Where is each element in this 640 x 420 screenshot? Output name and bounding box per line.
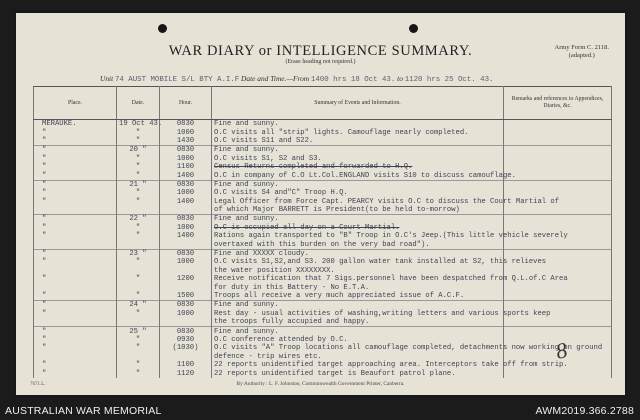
date-cell: 21 " [117,180,160,189]
place-cell: " [34,224,117,232]
place-cell: " [34,275,117,283]
summary-cell: Fine and sunny. [212,180,504,189]
table-row [34,292,612,301]
place-cell: " [34,163,117,171]
unit-value: 74 AUST MOBILE S/L BTY A.I.F [115,76,240,84]
table-row [34,240,612,249]
table-row [34,232,612,240]
remarks-cell [504,267,612,275]
date-cell [117,267,160,275]
summary-cell: Fine and sunny. [212,327,504,336]
remarks-cell [504,206,612,215]
from-value: 1400 hrs 18 Oct 43. [311,76,396,84]
table-row [34,369,612,377]
hour-cell: (1030) [160,344,212,352]
hour-cell [160,353,212,361]
hour-cell: 0830 [160,249,212,258]
place-cell: " [34,258,117,266]
diary-table [33,86,612,378]
place-cell: " [34,292,117,301]
form-code: 7671.L. [30,382,46,387]
place-cell [34,206,117,215]
remarks-cell [504,301,612,310]
hour-cell: 1000 [160,224,212,232]
hour-cell: 0830 [160,146,212,155]
date-cell: " [117,232,160,240]
punch-hole [409,24,418,33]
summary-cell: O.C visits all "strip" lights. Camouflage nearly completed. [212,128,504,136]
place-cell: " [34,189,117,197]
hour-cell: 1000 [160,128,212,136]
hour-cell [160,206,212,215]
summary-cell: 22 reports unidentified target is Beaufort patrol plane. [212,369,504,377]
hour-cell: 1000 [160,189,212,197]
summary-cell: Fine and sunny. [212,120,504,129]
archive-caption: AUSTRALIAN WAR MEMORIAL [5,405,162,417]
date-time-label: Date and Time.—From [241,74,310,83]
summary-cell: Fine and XXXXX cloudy. [212,249,504,258]
remarks-cell [504,240,612,249]
date-cell: " [117,310,160,318]
table-row [34,215,612,224]
place-cell: " [34,215,117,224]
date-cell: " [117,275,160,283]
place-cell [34,353,117,361]
table-row [34,206,612,215]
printer-authority: By Authority : L. F. Johnston, Commonwealth Government Printer, Canberra. [236,381,405,387]
remarks-cell [504,120,612,129]
unit-line [100,74,493,84]
place-cell: " [34,249,117,258]
place-cell: " [34,180,117,189]
place-cell: " [34,369,117,377]
date-cell: 20 " [117,146,160,155]
summary-cell: Census Returns completed and forwarded to H.Q. [212,163,504,171]
summary-cell: the water position XXXXXXXX. [212,267,504,275]
hour-cell: 1000 [160,310,212,318]
date-cell: " [117,198,160,206]
form-note: (adapted.) [568,52,595,59]
summary-cell: the troops fully accupied and happy. [212,318,504,327]
unit-label: Unit [100,74,114,83]
place-cell: " [34,327,117,336]
diary-sheet [16,13,625,395]
summary-cell: overtaxed with this burden on the very bad road"). [212,240,504,249]
date-cell: " [117,224,160,232]
date-cell [117,353,160,361]
summary-cell: Fine and sunny. [212,215,504,224]
summary-cell: Rations again transported to "B" Troop in O.C's Jeep.(This little vehicle severely [212,232,504,240]
date-cell: 19 Oct 43. [117,120,160,129]
remarks-cell [504,189,612,197]
hour-cell: 1400 [160,232,212,240]
place-cell: " [34,155,117,163]
hour-cell: 1000 [160,155,212,163]
place-cell: " [34,301,117,310]
form-number: Army Form C. 2118. [554,44,609,51]
summary-cell: Fine and sunny. [212,301,504,310]
hour-cell [160,240,212,249]
place-cell: " [34,232,117,240]
handwritten-signature: 8 [553,337,570,364]
remarks-cell [504,146,612,155]
date-cell: " [117,369,160,377]
hour-cell [160,318,212,327]
table-row [34,267,612,275]
table-row [34,275,612,283]
form-reference [555,44,609,60]
date-cell: 22 " [117,215,160,224]
date-cell: " [117,163,160,171]
remarks-cell [504,224,612,232]
date-cell: 25 " [117,327,160,336]
remarks-cell [504,171,612,180]
summary-cell: 22 reports unidentified target approaching area. Interceptors take off from strip. [212,361,504,369]
archive-reference: AWM2019.366.2788 [535,405,634,417]
table-row [34,318,612,327]
hour-column-header: Hour. [160,87,212,120]
place-cell [34,283,117,291]
summary-cell: Receive notification that 7 Sigs.personnel have been despatched from Q.L.of.C Area [212,275,504,283]
remarks-cell [504,137,612,146]
place-cell: " [34,310,117,318]
hour-cell: 0830 [160,215,212,224]
table-row [34,137,612,146]
table-row [34,180,612,189]
place-cell: " [34,361,117,369]
remarks-cell [504,155,612,163]
remarks-cell [504,292,612,301]
table-row [34,310,612,318]
place-cell: " [34,128,117,136]
date-cell [117,283,160,291]
summary-cell: O.C conference attended by O.C. [212,336,504,344]
summary-cell: O.C visits S1, S2 and S3. [212,155,504,163]
date-cell [117,240,160,249]
remarks-cell [504,249,612,258]
date-cell: " [117,344,160,352]
remarks-cell [504,369,612,377]
remarks-cell [504,327,612,336]
date-cell [117,318,160,327]
hour-cell: 1100 [160,163,212,171]
to-label: to [397,74,403,83]
hour-cell: 0830 [160,180,212,189]
hour-cell [160,267,212,275]
summary-cell: O.C visits S11 and S22. [212,137,504,146]
place-cell: " [34,171,117,180]
place-cell: MERAUKE. [34,120,117,129]
date-cell: " [117,155,160,163]
date-cell: 24 " [117,301,160,310]
date-cell: " [117,336,160,344]
table-row [34,249,612,258]
hour-cell: 1100 [160,361,212,369]
table-row [34,258,612,266]
table-row [34,128,612,136]
hour-cell: 1400 [160,198,212,206]
place-cell: " [34,146,117,155]
place-cell: " [34,344,117,352]
table-row [34,327,612,336]
remarks-column-header: Remarks and references to Appendices, Diaries, &c. [504,87,612,120]
table-row [34,189,612,197]
place-cell: " [34,137,117,146]
summary-cell: O.C visits S1,S2,and S3. 200 gallon water tank installed at S2, this relieves [212,258,504,266]
place-cell [34,240,117,249]
page-title: WAR DIARY or INTELLIGENCE SUMMARY. [168,43,473,59]
hour-cell: 0930 [160,336,212,344]
table-header [34,87,612,120]
table-row [34,283,612,291]
hour-cell: 1500 [160,292,212,301]
date-cell: " [117,292,160,301]
date-cell: " [117,171,160,180]
remarks-cell [504,215,612,224]
remarks-cell [504,283,612,291]
date-cell: " [117,258,160,266]
table-row [34,171,612,180]
table-row [34,361,612,369]
date-cell [117,206,160,215]
summary-cell: defence - trip wires etc. [212,353,504,361]
remarks-cell [504,180,612,189]
summary-cell: O.C visits "A" Troop locations all camouflage completed, detachments now working on ground [212,344,504,352]
summary-cell: O.C visits S4 and"C" Troop H.Q. [212,189,504,197]
summary-cell: O.C is occupied all day on a Court Martial. [212,224,504,232]
table-row [34,155,612,163]
table-row [34,336,612,344]
remarks-cell [504,163,612,171]
hour-cell: 0830 [160,327,212,336]
place-column-header: Place. [34,87,117,120]
place-cell: " [34,198,117,206]
table-row [34,344,612,352]
punch-hole [158,24,167,33]
table-row [34,163,612,171]
summary-cell: Legal Officer from Force Capt. PEARCY visits O.C to discuss the Court Martial of [212,198,504,206]
remarks-cell [504,318,612,327]
place-cell: " [34,336,117,344]
date-cell: 23 " [117,249,160,258]
remarks-cell [504,128,612,136]
date-cell: " [117,137,160,146]
date-cell: " [117,128,160,136]
hour-cell: 0830 [160,301,212,310]
to-value: 1120 hrs 25 Oct. 43. [404,76,494,84]
diary-entries [34,120,612,378]
hour-cell [160,283,212,291]
date-cell: " [117,189,160,197]
hour-cell: 1400 [160,171,212,180]
hour-cell: 1430 [160,137,212,146]
summary-column-header: Summary of Events and Information. [212,87,504,120]
summary-cell: Troops all receive a very much appreciated issue of A.C.F. [212,292,504,301]
summary-cell: O.C in company of C.O Lt.Col.ENGLAND visits S10 to discuss camouflage. [212,171,504,180]
table-row [34,353,612,361]
date-cell: " [117,361,160,369]
table-row [34,224,612,232]
hour-cell: 1000 [160,258,212,266]
date-column-header: Date. [117,87,160,120]
summary-cell: of which Major BARRETT is President(to be held to-morrow) [212,206,504,215]
hour-cell: 1200 [160,275,212,283]
table-row [34,301,612,310]
summary-cell: Rest day - usual activities of washing,writing letters and various sports keep [212,310,504,318]
place-cell [34,267,117,275]
table-row [34,120,612,129]
summary-cell: Fine and sunny. [212,146,504,155]
table-row [34,198,612,206]
hour-cell: 1120 [160,369,212,377]
hour-cell: 0830 [160,120,212,129]
table-row [34,146,612,155]
summary-cell: for duty in this Battery - No E.T.A. [212,283,504,291]
page-subtitle: (Erase heading not required.) [285,59,356,65]
place-cell [34,318,117,327]
